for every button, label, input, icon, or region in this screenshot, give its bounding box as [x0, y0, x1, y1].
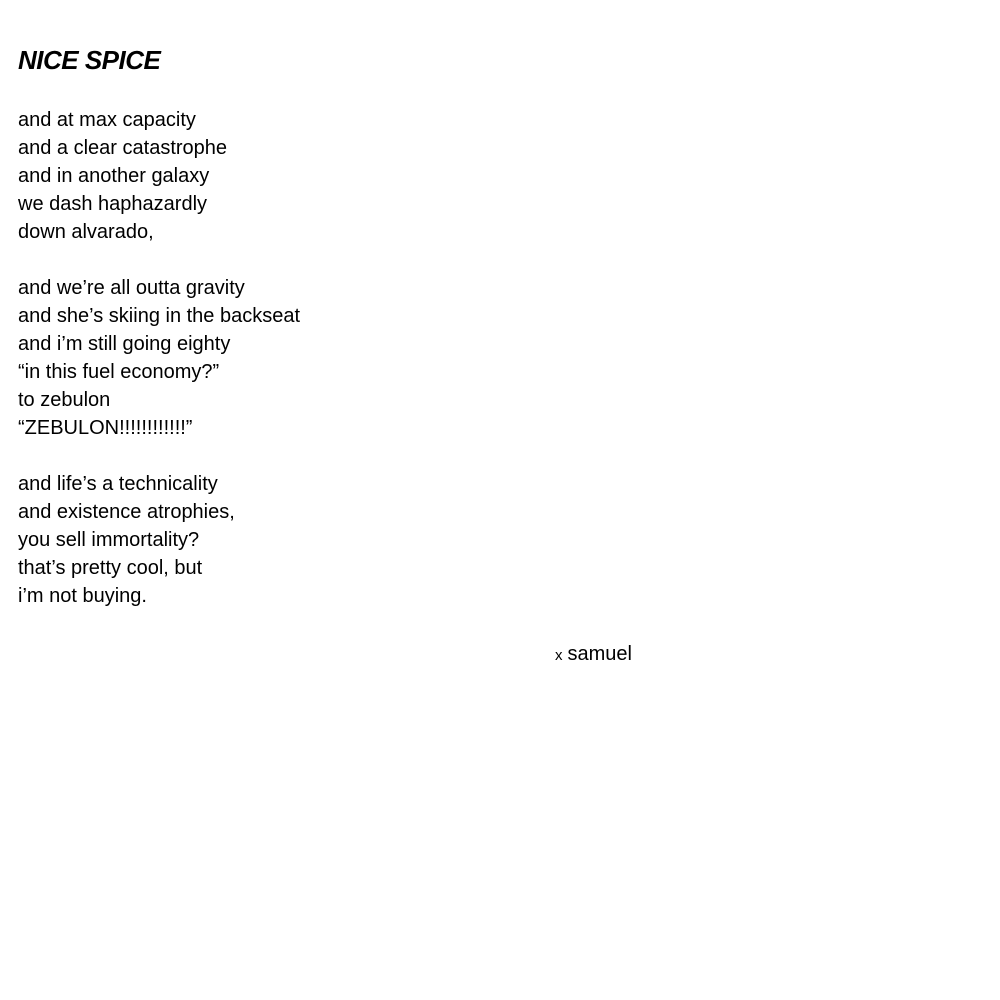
stanza-2: [18, 274, 978, 442]
poem-line: that’s pretty cool, but: [18, 557, 203, 579]
poem-line: and at max capacity: [18, 109, 196, 131]
poem-line: i’m not buying.: [18, 585, 147, 607]
signature-mark: x: [555, 647, 563, 664]
stanza-1: [18, 106, 978, 246]
poem-line: “in this fuel economy?”: [18, 361, 220, 383]
poem-line: “ZEBULON!!!!!!!!!!!!”: [18, 417, 193, 439]
poem-title: NICE SPICE: [18, 45, 161, 75]
signature: [555, 640, 632, 670]
poem-line: and existence atrophies,: [18, 501, 235, 523]
poem-line: and we’re all outta gravity: [18, 277, 245, 299]
poem-line: and in another galaxy: [18, 165, 210, 187]
poem-line: and a clear catastrophe: [18, 137, 228, 159]
poem-line: and life’s a technicality: [18, 473, 218, 495]
stanza-3: [18, 470, 978, 610]
poem-line: down alvarado,: [18, 221, 154, 243]
poem-line: and i’m still going eighty: [18, 333, 231, 355]
poem-line: and she’s skiing in the backseat: [18, 305, 301, 327]
poem-line: you sell immortality?: [18, 529, 200, 551]
poem: [18, 42, 978, 638]
poem-line: to zebulon: [18, 389, 111, 411]
signature-name: samuel: [567, 643, 632, 665]
poem-line: we dash haphazardly: [18, 193, 208, 215]
